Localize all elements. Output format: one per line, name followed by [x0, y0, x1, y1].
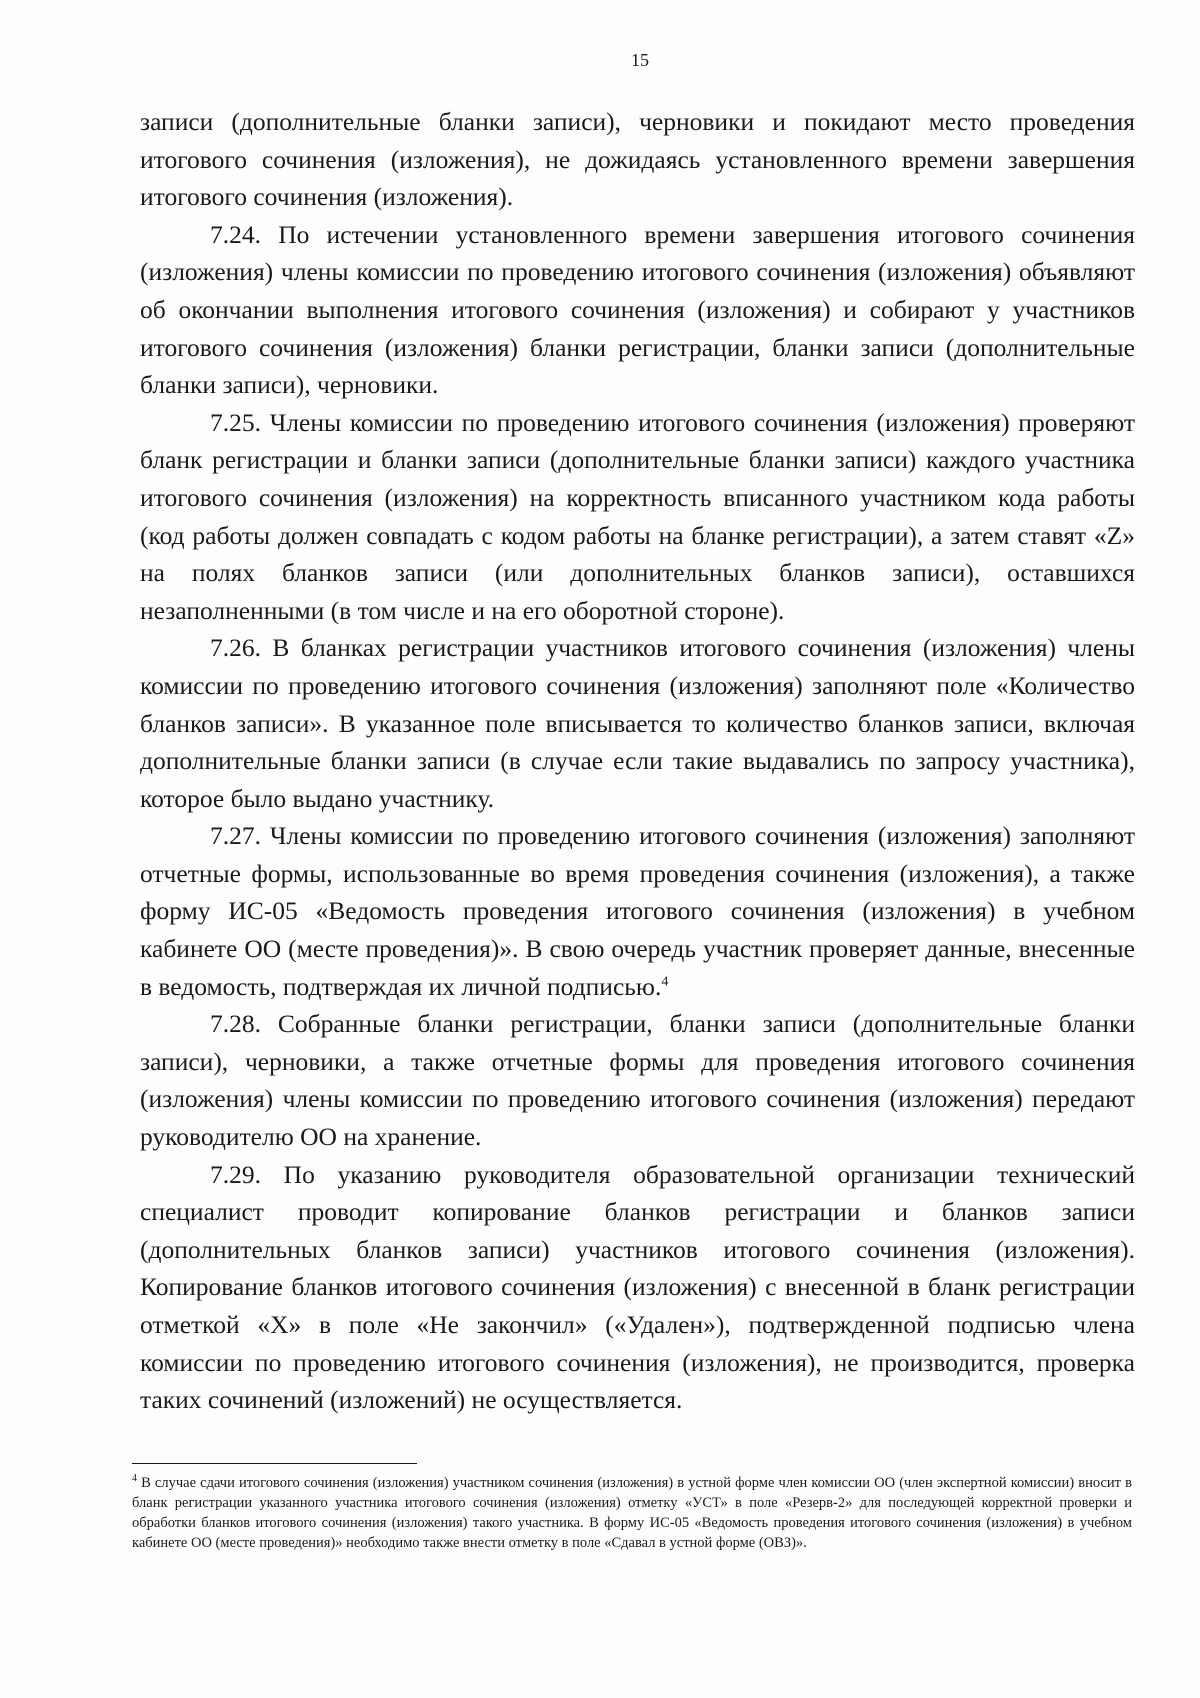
body-text — [140, 103, 1135, 1419]
paragraph-continuation: записи (дополнительные бланки записи), черновики и покидают место проведения итогового сочинения (изложения), не дожидаясь установленного времени завершения итогового сочинения (изложения). — [140, 107, 1135, 212]
paragraph-7-27-text: 7.27. Члены комиссии по проведению итогового сочинения (изложения) заполняют отчетные формы, использованные во время проведения сочинения (изложения), а также форму ИС-05 «Ведомость проведения итогового сочинения (изложения) в учебном кабинете ОО (месте проведения)». В свою очередь участник проверяет данные, внесенные в ведомость, подтверждая их личной подписью. — [140, 821, 1135, 1001]
paragraph-7-27 — [140, 817, 1135, 1005]
page-number: 15 — [631, 50, 649, 70]
paragraph-7-25: 7.25. Члены комиссии по проведению итогового сочинения (изложения) проверяют бланк регистрации и бланки записи (дополнительные бланки записи) каждого участника итогового сочинения (изложения) на корректность вписанного участником кода работы (код работы должен совпадать с кодом работы на бланке регистрации), а затем ставят «Z» на полях бланков записи (или дополнительных бланков записи), оставшихся незаполненными (в том числе и на его оборотной стороне). — [140, 407, 1135, 625]
paragraph-7-26: 7.26. В бланках регистрации участников итогового сочинения (изложения) члены комиссии по проведению итогового сочинения (изложения) заполняют поле «Количество бланков записи». В указанное поле вписывается то количество бланков записи, включая дополнительные бланки записи (в случае если такие выдавались по запросу участника), которое было выдано участнику. — [140, 633, 1135, 813]
footnote-marker: 4 — [132, 1473, 137, 1485]
footnote — [132, 1473, 1132, 1553]
paragraph-7-28: 7.28. Собранные бланки регистрации, бланки записи (дополнительные бланки записи), черновики, а также отчетные формы для проведения итогового сочинения (изложения) члены комиссии по проведению итогового сочинения (изложения) передают руководителю ОО на хранение. — [140, 1009, 1135, 1152]
paragraph-7-24: 7.24. По истечении установленного времени завершения итогового сочинения (изложения) члены комиссии по проведению итогового сочинения (изложения) объявляют об окончании выполнения итогового сочинения (изложения) и собирают у участников итогового сочинения (изложения) бланки регистрации, бланки записи (дополнительные бланки записи), черновики. — [140, 219, 1135, 400]
footnote-reference: 4 — [661, 974, 669, 990]
footnote-separator — [132, 1463, 417, 1464]
footnote-text: В случае сдачи итогового сочинения (изложения) участником сочинения (изложения) в устной форме член комиссии ОО (член экспертной комиссии) вносит в бланк регистрации указанного участника итогового сочинения (изложения) отметку «УСТ» в поле «Резерв-2» для последующей корректной проверки и обработки бланков итогового сочинения (изложения) такого участника. В форму ИС-05 «Ведомость проведения итогового сочинения (изложения) в учебном кабинете ОО (месте проведения)» необходимо также внести отметку в поле «Сдавал в устной форме (ОВЗ)». — [132, 1475, 1132, 1551]
paragraph-7-29: 7.29. По указанию руководителя образовательной организации технический специалист проводит копирование бланков регистрации и бланков записи (дополнительных бланков записи) участников итогового сочинения (изложения). Копирование бланков итогового сочинения (изложения) с внесенной в бланк регистрации отметкой «Х» в поле «Не закончил» («Удален»), подтвержденной подписью члена комиссии по проведению итогового сочинения (изложения), не производится, проверка таких сочинений (изложений) не осуществляется. — [140, 1159, 1135, 1415]
